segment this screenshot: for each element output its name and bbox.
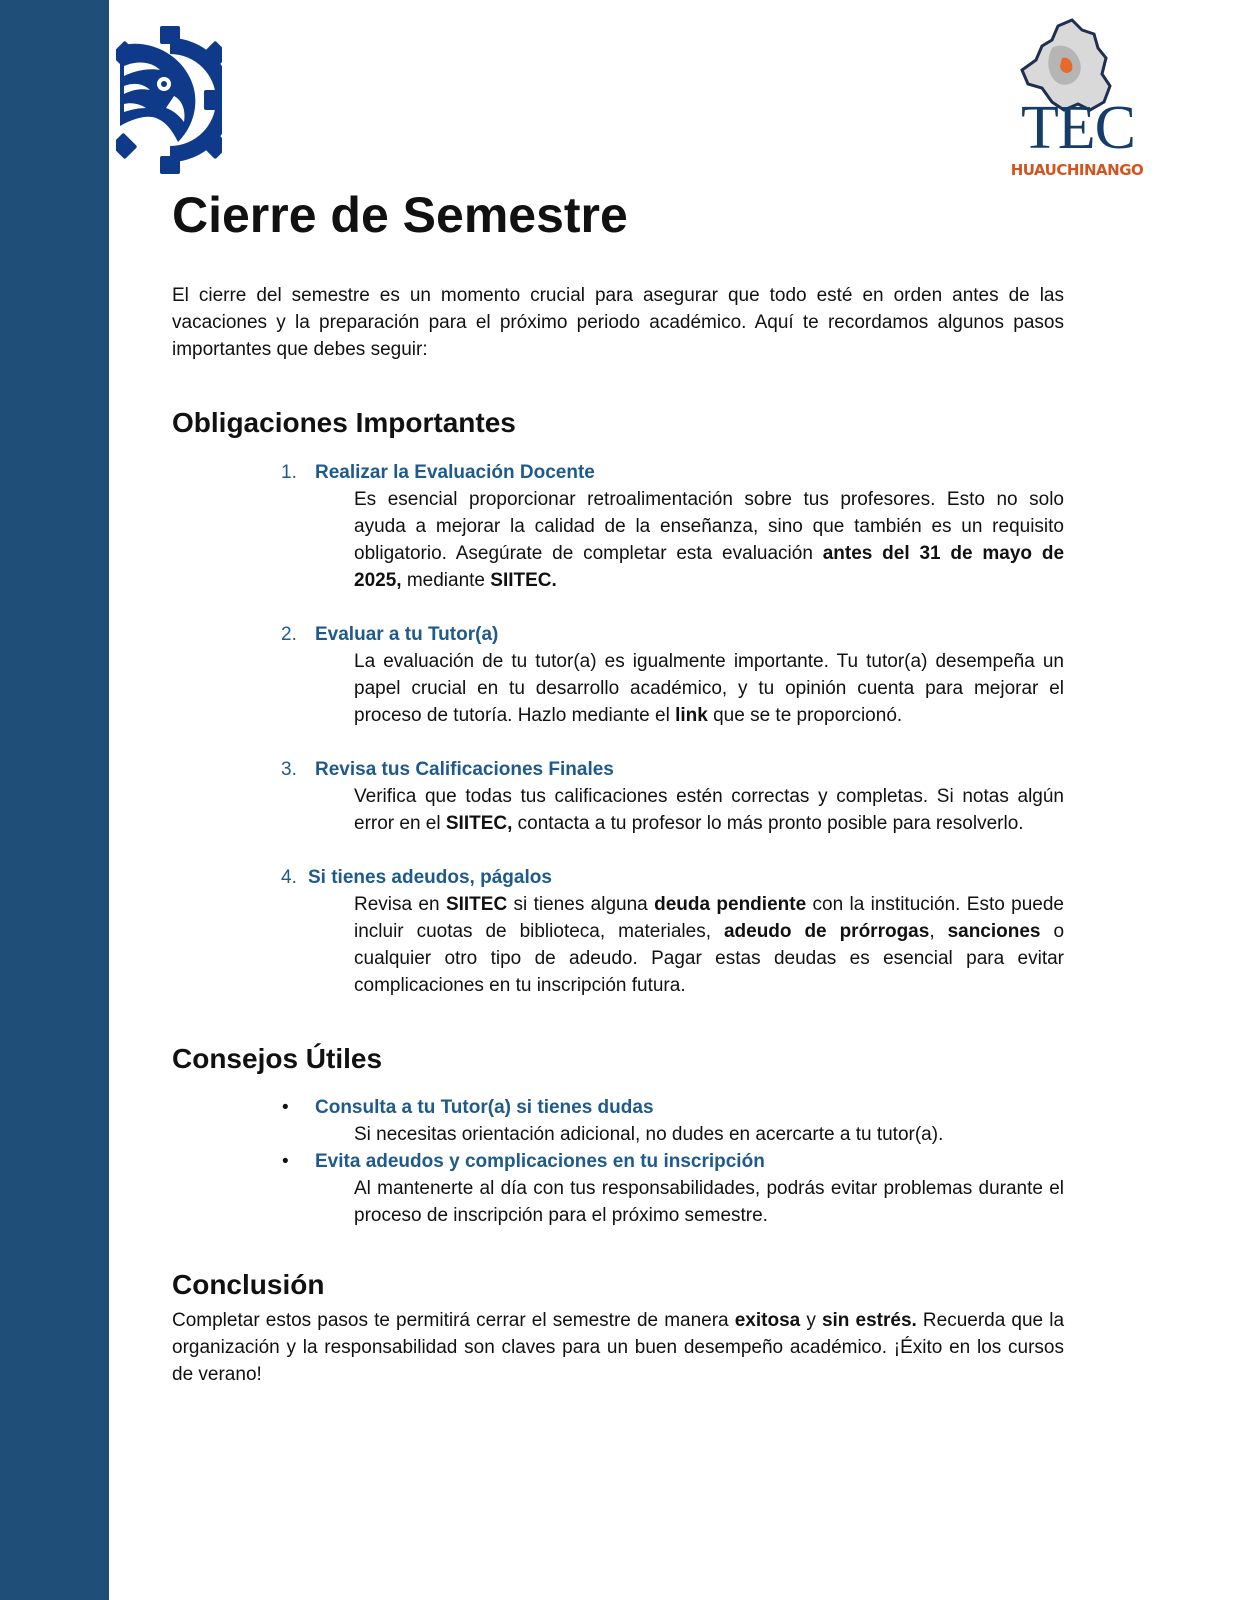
section-heading-consejos: Consejos Útiles (172, 1043, 383, 1074)
bold-text: sin estrés. (821, 1310, 917, 1331)
bold-text: sanciones (947, 921, 1041, 942)
item-number: 3. (281, 759, 297, 780)
item-body: Verifica que todas tus calificaciones estén correctas y completas. Si notas algún error en el SIITEC, contacta a tu profesor lo más pronto posible para resolverlo. (354, 786, 1064, 834)
tecnm-gear-eagle-logo (116, 26, 222, 174)
page-title: Cierre de Semestre (172, 187, 628, 243)
item-title: Consulta a tu Tutor(a) si tienes dudas (315, 1097, 654, 1118)
bold-text: antes del 31 de mayo de 2025, (354, 543, 1065, 591)
bold-text: link (675, 705, 708, 726)
item-body: Revisa en SIITEC si tienes alguna deuda pendiente con la institución. Esto puede incluir cuotas de biblioteca, materiales, adeudo de prórrogas, sanciones o cualquier otro tipo de adeudo. Pagar estas deudas es esencial para evitar complicaciones en tu inscripción futura. (354, 894, 1065, 996)
bullet-icon: • (282, 1097, 289, 1118)
logo-city-name: HUAUCHINANGO (1010, 161, 1144, 179)
item-body: La evaluación de tu tutor(a) es igualmente importante. Tu tutor(a) desempeña un papel crucial en tu desarrollo académico, y tu opinión cuenta para mejorar el proceso de tutoría. Hazlo mediante el link que se te proporcionó. (354, 651, 1064, 726)
bold-text: exitosa (734, 1310, 801, 1331)
list-item (172, 621, 1064, 729)
item-title: Realizar la Evaluación Docente (315, 462, 595, 483)
bold-text: SIITEC (445, 894, 508, 915)
section-heading-obligaciones: Obligaciones Importantes (172, 407, 516, 438)
consejos-list (172, 1094, 1064, 1229)
item-title: Si tienes adeudos, págalos (308, 867, 552, 888)
document-body (172, 180, 1064, 1388)
bold-text: deuda pendiente (654, 894, 807, 915)
list-item (172, 864, 1064, 999)
logo-tec-word: TEC (1020, 94, 1136, 162)
item-title: Evaluar a tu Tutor(a) (315, 624, 499, 645)
item-number: 4. (281, 867, 297, 888)
item-number: 1. (281, 462, 297, 483)
bold-text: SIITEC, (445, 813, 513, 834)
list-item (172, 1148, 1064, 1229)
item-title: Evita adeudos y complicaciones en tu inscripción (315, 1151, 765, 1172)
list-item (172, 459, 1064, 594)
section-heading-conclusion: Conclusión (172, 1269, 325, 1300)
item-body: Es esencial proporcionar retroalimentación sobre tus profesores. Esto no solo ayuda a mejorar la calidad de la enseñanza, sino que también es un requisito obligatorio. Asegúrate de completar esta evaluación antes del 31 de mayo de 2025, mediante SIITEC. (354, 489, 1065, 591)
item-title: Revisa tus Calificaciones Finales (315, 759, 614, 780)
conclusion-paragraph: Completar estos pasos te permitirá cerrar el semestre de manera exitosa y sin estrés. Recuerda que la organización y la responsabilidad son claves para un buen desempeño académico. ¡Éxito en los cursos de verano! (172, 1310, 1065, 1385)
bold-text: SIITEC. (490, 570, 557, 591)
item-body: Si necesitas orientación adicional, no dudes en acercarte a tu tutor(a). (354, 1124, 944, 1145)
tec-huauchinango-logo (1002, 18, 1152, 186)
list-item (172, 1094, 1064, 1148)
bullet-icon: • (282, 1151, 289, 1172)
item-number: 2. (281, 624, 297, 645)
item-body: Al mantenerte al día con tus responsabilidades, podrás evitar problemas durante el proceso de inscripción para el próximo semestre. (354, 1178, 1064, 1226)
intro-paragraph: El cierre del semestre es un momento crucial para asegurar que todo esté en orden antes de las vacaciones y la preparación para el próximo periodo académico. Aquí te recordamos algunos pasos importantes que debes seguir: (172, 285, 1064, 360)
left-sidebar-band (0, 0, 109, 1600)
list-item (172, 756, 1064, 837)
obligaciones-list (172, 459, 1064, 999)
bold-text: adeudo de prórrogas (723, 921, 930, 942)
